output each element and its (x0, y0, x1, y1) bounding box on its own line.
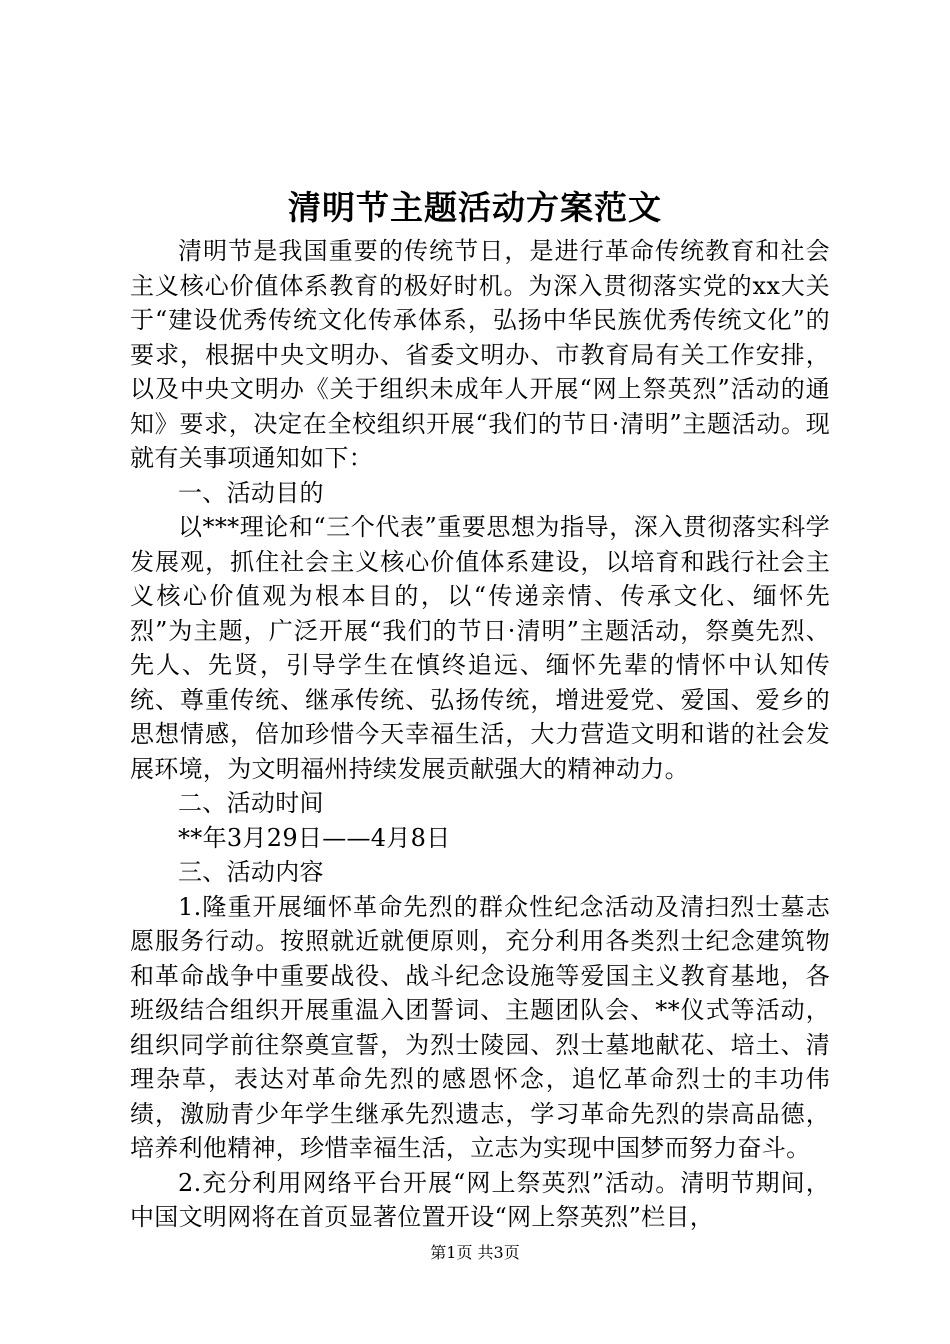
heading-activity-content: 三、活动内容 (178, 858, 324, 886)
page-number-footer: 第1页 共3页 (430, 1243, 520, 1262)
heading-activity-time: 二、活动时间 (178, 789, 324, 817)
document-body (130, 234, 830, 1235)
paragraph-activity-time: **年3月29日——4月8日 (178, 823, 451, 852)
paragraph-content-item-2: 2.充分利用网络平台开展“网上祭英烈”活动。清明节期间，中国文明网将在首页显著位置开设“网上祭英烈”栏目， (130, 1168, 830, 1231)
document-title: 清明节主题活动方案范文 (288, 188, 662, 227)
paragraph-content-item-1: 1.隆重开展缅怀革命先烈的群众性纪念活动及清扫烈士墓志愿服务行动。按照就近就便原则，充分利用各类烈士纪念建筑物和革命战争中重要战役、战斗纪念设施等爱国主义教育基地，各班级结合组织开展重温入团誓词、主题团队会、**仪式等活动，组织同学前往祭奠宣誓，为烈士陵园、烈士墓地献花、培土、清理杂草，表达对革命先烈的感恩怀念，追忆革命烈士的丰功伟绩，激励青少年学生继承先烈遗志，学习革命先烈的崇高品德，培养利他精神，珍惜幸福生活，立志为实现中国梦而努力奋斗。 (130, 892, 830, 1162)
paragraph-intro: 清明节是我国重要的传统节日，是进行革命传统教育和社会主义核心价值体系教育的极好时机。为深入贯彻落实党的xx大关于“建设优秀传统文化传承体系，弘扬中华民族优秀传统文化”的要求，根据中央文明办、省委文明办、市教育局有关工作安排，以及中央文明办《关于组织未成年人开展“网上祭英烈”活动的通知》要求，决定在全校组织开展“我们的节日·清明”主题活动。现就有关事项通知如下： (130, 237, 830, 472)
heading-activity-purpose: 一、活动目的 (178, 478, 324, 507)
paragraph-activity-purpose: 以***理论和“三个代表”重要思想为指导，深入贯彻落实科学发展观，抓住社会主义核心价值体系建设，以培育和践行社会主义核心价值观为根本目的，以“传递亲情、传承文化、缅怀先烈”为主题，广泛开展“我们的节日·清明”主题活动，祭奠先烈、先人、先贤，引导学生在慎终追远、缅怀先辈的情怀中认知传统、尊重传统、继承传统、弘扬传统，增进爱党、爱国、爱乡的思想情感，倍加珍惜今天幸福生活，大力营造文明和谐的社会发展环境，为文明福州持续发展贡献强大的精神动力。 (130, 513, 830, 783)
